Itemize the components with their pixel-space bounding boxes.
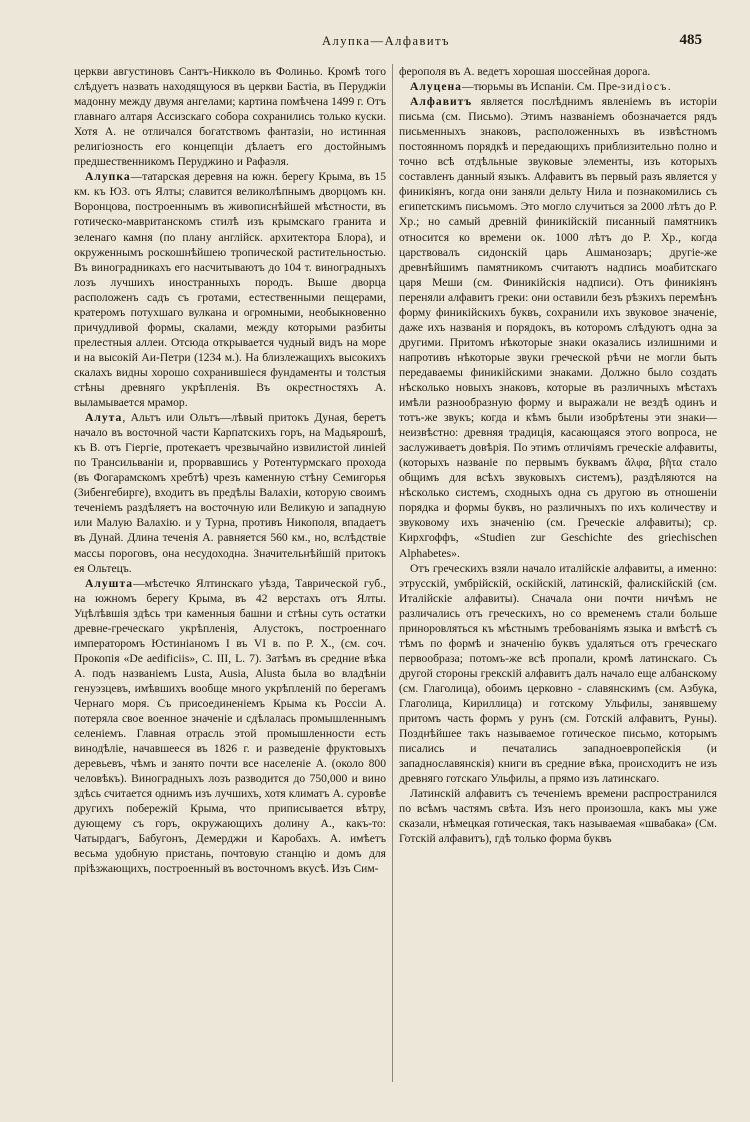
entry-text: —тюрьмы въ Испанiи. См. Пре-	[461, 80, 621, 94]
left-column	[74, 64, 386, 877]
entry-alushta	[74, 576, 386, 877]
entry-text: —татарская деревня на южн. берегу Крыма, въ 15 км. къ ЮЗ. отъ Ялты; славится великолѣпнымъ дворцомъ кн. Воронцова, построеннымъ въ живописнѣйшей мѣстности, въ готическо-мавританскомъ стилѣ изъ крымскаго гранита и зеленаго камня (по плану англiйск. архитектора Блора), и окруженнымъ роскошнѣйшею тропической растительностью. Въ виноградникахъ его насчитываютъ до 104 т. виноградныхъ лозъ лучшихъ иностранныхъ породъ. Выше дворца расположенъ садъ съ гротами, естественными пещерами, кратеромъ потухшаго вулкана и огромными, необыкновенно причудливой формы, скалами, между которыми разбиты прелестныя аллеи. Отсюда открывается чудный видъ на море и на высокiй Аи-Петри (1234 м.). На близлежащихъ высокихъ скалахъ видны хорошо сохранившiеся фундаменты и толстыя стѣны древняго укрѣпленiя. Въ окрестностяхъ А. выламывается мрамор.	[74, 170, 386, 410]
entry-text-spaced: зидiосъ.	[620, 80, 673, 94]
paragraph	[399, 561, 717, 787]
page-number: 485	[679, 32, 702, 48]
paragraph-text: церкви августиновъ Сантъ-Никколо въ Фолиньо. Кромѣ того слѣдуетъ назвать находящуюся въ церкви Бастiа, въ Перуджiи мадонну между двумя ангелами; картина помѣчена 1499 г. Отъ главнаго алтаря Ассизскаго собора сохранились только куски. Хотя А. не отличался богатствомъ фантазiи, но истинная религiозность его концепцiи дѣлаетъ его достойнымъ предшественникомъ Перуджино и Рафаэля.	[74, 65, 386, 169]
headword: Алушта	[85, 576, 134, 590]
headword: Алупка	[85, 170, 131, 184]
column-divider	[392, 64, 393, 1082]
headword: Алута	[85, 411, 123, 425]
entry-text: —мѣстечко Ялтинскаго уѣзда, Таврической губ., на южномъ берегу Крыма, въ 42 верстахъ отъ Ялты. Уцѣлѣвшiя здѣсь три каменныя башни и стѣны суть остатки древне-греческаго укрѣпленiя, Алустокъ, построеннаго императоромъ Юстинiаномъ I въ VI в. по Р. Х., (см. соч. Прокопiя «De aedificiis», С. III, L. 7). Затѣмъ въ средние вѣка А. подъ названiемъ Lusta, Ausia, Alusta была во владѣнiи генуэзцевъ, имѣвшихъ вообще много укрѣпленiй по берегамъ Чернаго моря. Съ присоединенiемъ Крыма къ Россiи А. потеряла свое военное значенiе и сдѣлалась промышленнымъ селенiемъ. Главная отрасль этой промышленности есть винодѣлiе, начавшееся въ 1826 г. и разведенiе фруктовыхъ деревьевъ, чѣмъ и занято почти все населенiе А. (около 800 человѣкъ). Виноградныхъ лозъ разводится до 750,000 и вино здѣсь считается однимъ изъ лучшихъ, хотя климатъ А. суровѣе другихъ побережiй Крыма, что приписывается вѣтру, дующему съ горъ, окружающихъ долину А., какъ-то: Чатырдагъ, Бабугонъ, Демерджи и Каробахъ. А. имѣетъ весьма удобную пристань, почтовую станцiю и домъ для прiѣзжающихъ, построенный въ восточномъ вкусѣ. Изъ Сим-	[74, 576, 386, 876]
paragraph	[399, 786, 717, 846]
entry-alfavit	[399, 94, 717, 560]
headword: Алфавитъ	[410, 95, 473, 109]
paragraph-text: ферополя въ А. ведетъ хорошая шоссейная дорога.	[399, 65, 651, 78]
paragraph-continuation	[399, 64, 717, 79]
entry-alucena	[399, 79, 717, 94]
paragraph-continuation	[74, 64, 386, 169]
paragraph-text: Отъ греческихъ взяли начало италiйскiе алфавиты, а именно: этрусскiй, умбрiйскiй, оскiйскiй, латинскiй, фалискiйскiй (см. Италiйскiе алфавиты). Сначала они почти ничѣмъ не различались отъ греческихъ, но со временемъ стали больше приноровляться къ мѣстнымъ требованiямъ языка и вмѣстѣ съ тѣмъ по формѣ и значенiю буквъ удаляться отъ греческаго первообраза; потомъ-же всѣ пропали, кромѣ латинскаго. Съ другой стороны грекскiй алфавитъ далъ начало еще албанскому (см. Глаголица), обоимъ церковно - славянскимъ (см. Азбука, Глаголица, Кириллица) и готскому Ульфилы, занявшему притомъ часть формъ у рунъ (см. Готскiй алфавитъ, Руны). Позднѣйшее такъ называемое готическое письмо, которымъ писались и печатались западноевропейскiя (и западнославянскiя) книги въ средние вѣка, происходитъ не изъ древняго готскаго Ульфилы, а прямо изъ латинскаго.	[399, 561, 717, 786]
running-title: Алупка—Алфавитъ	[321, 34, 451, 48]
headword: Алуцена	[410, 80, 462, 94]
paragraph-text: Латинскiй алфавитъ съ теченiемъ времени распространился по всѣмъ частямъ свѣта. Изъ него произошла, какъ мы уже сказали, нѣмецкая готическая, такъ называемая «швабака» (См. Готскiй алфавитъ), гдѣ только форма буквъ	[399, 787, 717, 846]
entry-alupka	[74, 169, 386, 410]
running-header	[70, 34, 702, 56]
entry-aluta	[74, 410, 386, 576]
entry-text: , Альтъ или Ольтъ—лѣвый притокъ Дуная, беретъ начало въ восточной части Карпатскихъ горъ, на Мадьярошѣ, къ В. отъ Гiергiе, протекаетъ чрезвычайно извилистой линiей по Трансильванiи и, прорвавшись у Ротентурмскаго прохода (въ Фогарамскомъ хребтѣ) чрезъ каменную стѣну Семигорья (Зибенгебирге), входитъ въ предѣлы Валахiи, которую своимъ теченiемъ раздѣляетъ на восточную или Великую и западную или Малую Валахiю. и у Турна, противъ Никополя, впадаетъ въ Дунай. Длина теченiя А. равняется 560 км., но, вслѣдствiе массы пороговъ, она несудоходна. Значительнѣйшiй притокъ ея Ольтецъ.	[74, 411, 386, 575]
entry-text: является послѣднимъ явленiемъ въ исторiи письма (см. Письмо). Этимъ названiемъ обозначается рядъ письменныхъ знаковъ, расположенныхъ въ извѣстномъ постоянномъ порядкѣ и передающихъ приблизительно полно и точно всѣ отдѣльные звуковые элементы, изъ которыхъ составленъ данный языкъ. Алфавитъ въ первый разъ является у финикiянъ, когда они заняли дельту Нила и познакомились съ египетскимъ письмомъ. Это могло случиться за 2000 лѣтъ до Р. Хр.; но самый древнiй финикiйскiй писанный памятникъ относится ко времени ок. 1000 лѣтъ до Р. Хр., когда царствовалъ сидонскiй царь Ашманозаръ; другiе-же древнѣйшимъ памятникомъ считаютъ надпись моабитскаго царя Меши (см. Финикiйскiя надписи). Отъ финикiянъ переняли алфавитъ греки: они оставили безъ рѣзкихъ перемѣнъ форму финикiйскихъ буквъ, сохранили ихъ звуковое значенiе, даже ихъ названiя и порядокъ, въ которомъ слѣдуютъ одна за другими. Притомъ нѣкоторые знаки оказались излишними и напротивъ нѣкоторые звуки греческой рѣчи не могли быть передаваемы финикiйскими знаками. Должно было создать нѣсколько новыхъ знаковъ, которые въ различныхъ мѣстахъ имѣли разнообразную форму и выражали не вездѣ одинъ и тотъ-же звукъ; когда и кѣмъ были изобрѣтены эти знаки—неизвѣстно: древняя традицiя, касающаяся этого вопроса, не заслуживаетъ довѣрiя. По этимъ отличiямъ греческiе алфавиты, (которыхъ названiе по первымъ буквамъ ἄλφα, βῆτα стало общимъ для всѣхъ звуковыхъ системъ), раздѣляются на нѣсколько системъ, сходныхъ одна съ другою въ отношенiи порядка и формы буквъ, но различныхъ по ихъ количеству и звуковому ихъ значенiю (см. Греческiе алфавиты); ср. Кирхгоффъ, «Studien zur Geschichte des griechischen Alphabetes».	[399, 95, 717, 560]
right-column	[399, 64, 717, 846]
